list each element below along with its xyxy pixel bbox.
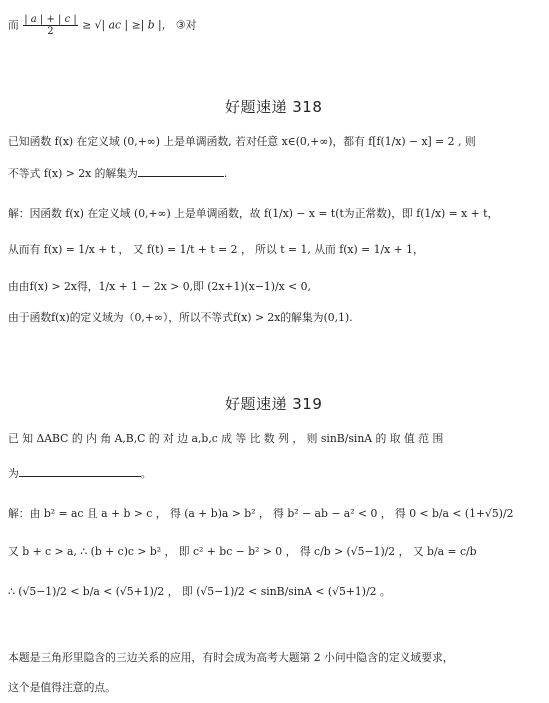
problem-319-solution-line2: 又 b + c > a, ∴ (b + c)c > b² ， 即 c² + bc − b² > 0 ， 得 c/b > (√5−1)/2 ， 又 b/a = c/b [8, 545, 477, 558]
top-fraction: $\frac{| a | + | c |}{2}$ [24, 14, 77, 37]
problem-319-note-line1: 本题是三角形里隐含的三边关系的应用，有时会成为高考大题第 2 小问中隐含的定义域要求， [8, 651, 454, 664]
problem-318-solution-line3: 由由f(x) > 2x得，1/x + 1 − 2x > 0,即 (2x+1)(x−1)/x < 0, [8, 280, 311, 293]
top-inequality: ≥ √| ac | ≥| b |， [82, 18, 173, 32]
top-prefix: 而 [8, 18, 19, 32]
problem-318-question-line1: 已知函数 f(x) 在定义域 (0,+∞) 上是单调函数, 若对任意 x∈(0,+∞)，都有 f[f(1/x) − x] = 2 , 则 [8, 135, 476, 148]
problem-319-solution-line3: ∴ (√5−1)/2 < b/a < (√5+1)/2 ， 即 (√5−1)/2 < sinB/sinA < (√5+1)/2 。 [8, 585, 391, 598]
problem-319-question-line1: 已 知 ΔABC 的 内 角 A,B,C 的 对 边 a,b,c 成 等 比 数 列 ， 则 sinB/sinA 的 取 值 范 围 [8, 432, 444, 445]
problem-318-solution-line1: 解：因函数 f(x) 在定义域 (0,+∞) 上是单调函数，故 f(1/x) − x = t(t为正常数)，即 f(1/x) = x + t， [8, 207, 499, 220]
problem-319-title: 好题速递 319 [225, 395, 323, 413]
problem-318-question-line2: 不等式 f(x) > 2x 的解集为 . [8, 167, 228, 180]
problem-318-solution-line2: 从而有 f(x) = 1/x + t ， 又 f(t) = 1/t + t = 2 ， 所以 t = 1, 从而 f(x) = 1/x + 1， [8, 243, 424, 256]
continuation-line [8, 14, 196, 37]
problem-319-solution-line1: 解：由 b² = ac 且 a + b > c ， 得 (a + b)a > b² ， 得 b² − ab − a² < 0 ， 得 0 < b/a < (1+√5)/2 [8, 507, 514, 520]
problem-319-question-line2: 为 。 [8, 467, 152, 480]
problem-319-note-line2: 这个是值得注意的点。 [8, 681, 116, 694]
answer-blank-318 [138, 166, 224, 177]
answer-blank-319 [19, 466, 141, 477]
problem-318-title: 好题速递 318 [225, 98, 323, 116]
problem-318-solution-line4: 由于函数f(x)的定义域为（0,+∞），所以不等式f(x) > 2x的解集为(0,1). [8, 311, 353, 324]
top-suffix: ③对 [175, 18, 197, 32]
